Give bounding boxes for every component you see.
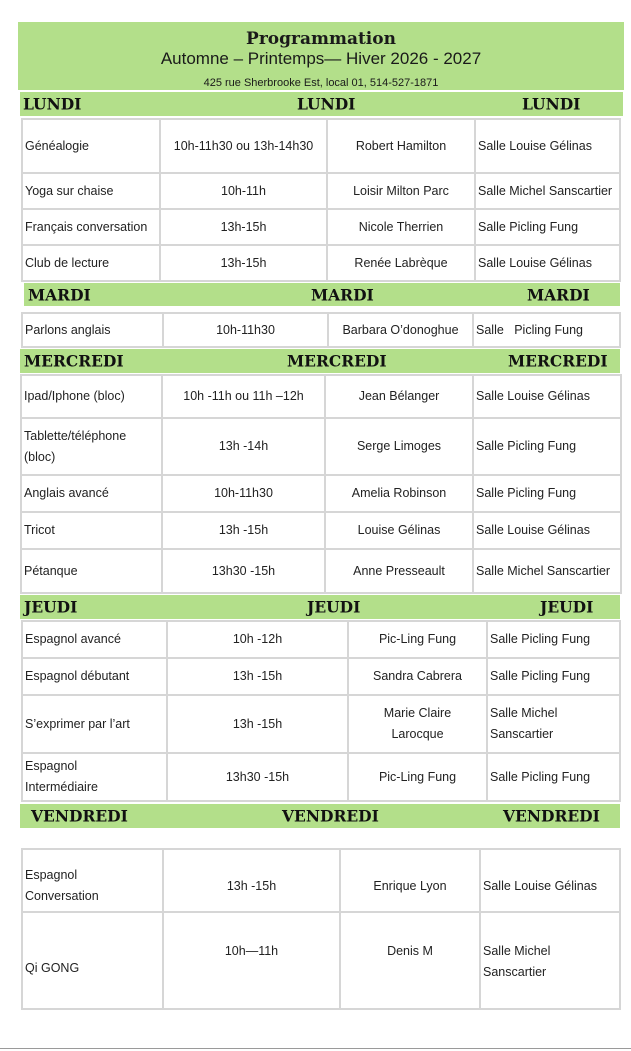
room-cell: Salle Michel Sanscartier <box>473 549 621 593</box>
room-cell: Salle Picling Fung <box>487 621 620 658</box>
room-cell: Salle Picling Fung <box>487 753 620 801</box>
activity-cell: Espagnol Intermédiaire <box>22 753 167 801</box>
room-cell: Salle Picling Fung <box>487 658 620 695</box>
room-cell: Salle Louise Gélinas <box>475 119 620 173</box>
room-cell: Salle Louise Gélinas <box>473 375 621 418</box>
day-band-jeudi <box>20 595 620 619</box>
teacher-cell: Enrique Lyon <box>340 849 480 912</box>
table-row <box>21 375 621 418</box>
day-label-center: JEUDI <box>307 597 361 617</box>
time-cell: 13h -15h <box>167 658 348 695</box>
time-cell: 13h-15h <box>160 209 327 245</box>
table-row <box>22 313 620 347</box>
day-band-vendredi <box>20 804 620 828</box>
day-label-left: MARDI <box>28 285 91 304</box>
time-cell: 10h -12h <box>167 621 348 658</box>
activity-cell: Anglais avancé <box>21 475 162 512</box>
table-row <box>22 119 620 173</box>
teacher-cell: Anne Presseault <box>325 549 473 593</box>
activity-cell: Qi GONG <box>22 912 163 1009</box>
table-row <box>22 912 620 1009</box>
vendredi-table <box>21 848 621 1010</box>
day-label-right: MARDI <box>527 285 590 304</box>
activity-cell: Généalogie <box>22 119 160 173</box>
day-band-lundi <box>20 92 623 116</box>
activity-cell: S’exprimer par l’art <box>22 695 167 753</box>
activity-cell: Yoga sur chaise <box>22 173 160 209</box>
table-row <box>22 695 620 753</box>
room-cell: Salle Michel Sanscartier <box>475 173 620 209</box>
room-cell: Salle Michel Sanscartier <box>487 695 620 753</box>
time-cell: 13h -15h <box>167 695 348 753</box>
jeudi-table <box>21 620 621 802</box>
room-cell: Salle Michel Sanscartier <box>480 912 620 1009</box>
day-band-mercredi <box>20 349 620 373</box>
address-line: 425 rue Sherbrooke Est, local 01, 514-527-1871 <box>203 77 439 89</box>
room-cell: Salle Louise Gélinas <box>480 849 620 912</box>
activity-cell: Parlons anglais <box>22 313 163 347</box>
time-cell: 13h-15h <box>160 245 327 281</box>
time-cell: 13h -15h <box>163 849 340 912</box>
time-cell: 10h-11h30 <box>163 313 328 347</box>
teacher-cell: Renée Labrèque <box>327 245 475 281</box>
teacher-cell: Barbara O’donoghue <box>328 313 473 347</box>
day-band-mardi <box>24 283 620 306</box>
day-label-left: VENDREDI <box>31 806 128 826</box>
table-row <box>22 753 620 801</box>
activity-cell: Espagnol débutant <box>22 658 167 695</box>
time-cell: 10h-11h30 <box>162 475 325 512</box>
activity-cell: Tricot <box>21 512 162 549</box>
room-cell: Salle Picling Fung <box>473 475 621 512</box>
day-label-left: MERCREDI <box>24 351 124 371</box>
activity-cell: Espagnol avancé <box>22 621 167 658</box>
time-cell: 13h30 -15h <box>162 549 325 593</box>
time-cell: 10h-11h <box>160 173 327 209</box>
teacher-cell: Nicole Therrien <box>327 209 475 245</box>
day-label-center: LUNDI <box>297 94 356 114</box>
season-subtitle: Automne – Printemps— Hiver 2026 - 2027 <box>160 49 482 68</box>
day-label-center: MERCREDI <box>287 351 387 371</box>
activity-cell: Espagnol Conversation <box>22 849 163 912</box>
activity-cell: Club de lecture <box>22 245 160 281</box>
teacher-cell: Pic-Ling Fung <box>348 621 487 658</box>
mercredi-table <box>20 374 622 594</box>
table-row <box>21 512 621 549</box>
table-row <box>22 658 620 695</box>
teacher-cell: Marie Claire Larocque <box>348 695 487 753</box>
room-cell: Salle Picling Fung <box>473 313 620 347</box>
activity-cell: Ipad/Iphone (bloc) <box>21 375 162 418</box>
table-row <box>21 549 621 593</box>
day-label-right: LUNDI <box>522 94 581 114</box>
table-row <box>22 173 620 209</box>
day-label-left: LUNDI <box>23 94 82 114</box>
time-cell: 13h -14h <box>162 418 325 475</box>
teacher-cell: Louise Gélinas <box>325 512 473 549</box>
time-cell: 13h -15h <box>162 512 325 549</box>
teacher-cell: Serge Limoges <box>325 418 473 475</box>
page-title: Programmation <box>246 29 396 49</box>
schedule-header <box>18 22 624 90</box>
day-label-left: JEUDI <box>24 597 78 617</box>
room-cell: Salle Picling Fung <box>475 209 620 245</box>
table-row <box>22 621 620 658</box>
activity-cell: Pétanque <box>21 549 162 593</box>
day-label-right: JEUDI <box>540 597 594 617</box>
room-cell: Salle Louise Gélinas <box>475 245 620 281</box>
teacher-cell: Loisir Milton Parc <box>327 173 475 209</box>
teacher-cell: Robert Hamilton <box>327 119 475 173</box>
page-bottom-rule <box>0 1048 631 1049</box>
room-cell: Salle Picling Fung <box>473 418 621 475</box>
table-row <box>22 209 620 245</box>
day-label-center: VENDREDI <box>282 806 379 826</box>
day-label-center: MARDI <box>311 285 374 304</box>
mardi-table <box>21 312 621 348</box>
activity-cell: Tablette/téléphone (bloc) <box>21 418 162 475</box>
room-cell: Salle Louise Gélinas <box>473 512 621 549</box>
time-cell: 10h—11h <box>163 912 340 1009</box>
table-row <box>21 475 621 512</box>
day-label-right: VENDREDI <box>503 806 600 826</box>
teacher-cell: Sandra Cabrera <box>348 658 487 695</box>
day-label-right: MERCREDI <box>508 351 608 371</box>
time-cell: 13h30 -15h <box>167 753 348 801</box>
activity-cell: Français conversation <box>22 209 160 245</box>
teacher-cell: Denis M <box>340 912 480 1009</box>
time-cell: 10h -11h ou 11h –12h <box>162 375 325 418</box>
table-row <box>22 245 620 281</box>
time-cell: 10h-11h30 ou 13h-14h30 <box>160 119 327 173</box>
teacher-cell: Pic-Ling Fung <box>348 753 487 801</box>
teacher-cell: Jean Bélanger <box>325 375 473 418</box>
teacher-cell: Amelia Robinson <box>325 475 473 512</box>
lundi-table <box>21 118 621 282</box>
table-row <box>22 849 620 912</box>
table-row <box>21 418 621 475</box>
